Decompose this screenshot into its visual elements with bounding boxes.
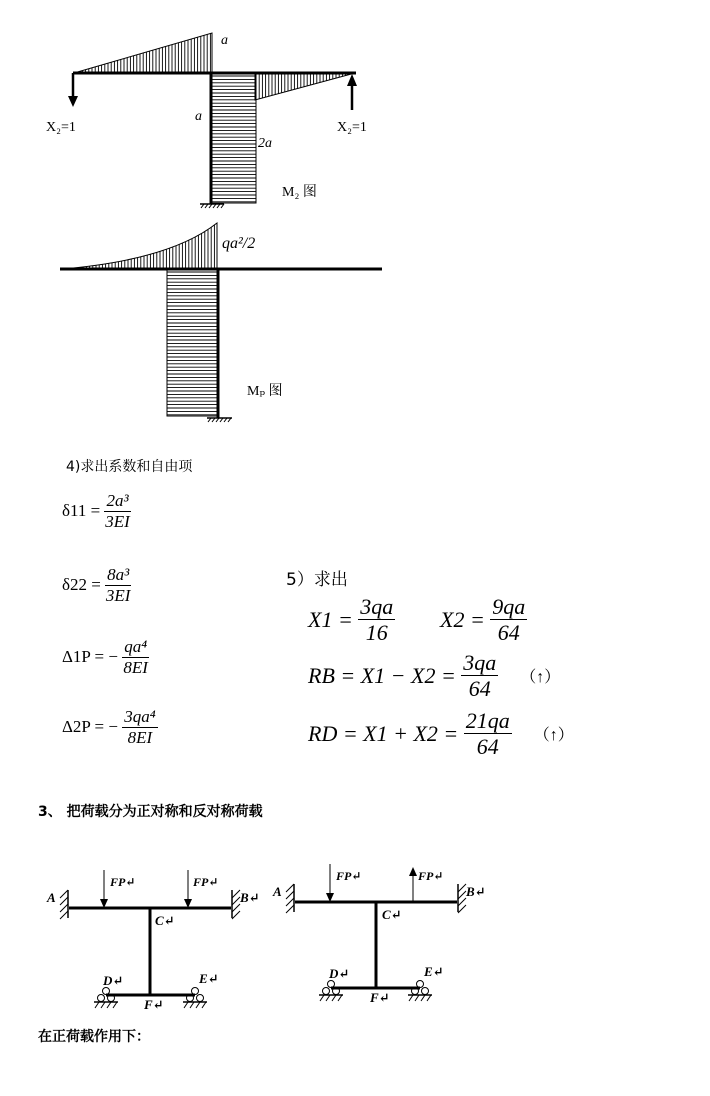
eq-delta1p-num: qa⁴ <box>124 637 148 656</box>
frame-left-d-label: D↵ <box>103 973 124 988</box>
eq-delta2p-num: 3qa⁴ <box>124 707 156 726</box>
m2-diagram <box>0 0 710 215</box>
eq-rd-den: 64 <box>476 734 499 760</box>
eq-delta11-den: 3EI <box>105 511 130 531</box>
mp-diagram <box>0 215 710 430</box>
eq-rb <box>308 651 560 700</box>
frame-right-fp1-label: FP↵ <box>336 869 362 883</box>
m2-caption: M₂ 图 <box>282 185 317 200</box>
eq-rd <box>308 709 574 758</box>
frame-right-fp2-label: FP↵ <box>418 869 444 883</box>
frame-right-a-label: A <box>273 884 282 899</box>
eq-rd-direction: （↑） <box>533 727 574 745</box>
eq-delta22-num: 8a³ <box>107 565 130 584</box>
m2-label-a-top: a <box>221 33 228 48</box>
eq-x1-den: 16 <box>365 620 388 646</box>
frame-left-c-label: C↵ <box>155 913 175 928</box>
load-decomposition-diagram <box>0 850 710 1025</box>
m2-label-x-right: X₂=1 <box>337 120 367 135</box>
frame-antisymmetric <box>272 864 486 1005</box>
mp-caption: Mₚ 图 <box>247 384 283 399</box>
eq-rb-den: 64 <box>468 676 491 702</box>
mp-parabola-area <box>64 220 214 270</box>
eq-x1-num: 3qa <box>360 594 394 619</box>
eq-x2 <box>440 595 527 644</box>
eq-x2-num: 9qa <box>492 594 526 619</box>
eq-rb-direction: （↑） <box>520 669 561 687</box>
frame-symmetric <box>46 870 260 1012</box>
m2-label-a-mid: a <box>195 109 202 124</box>
mp-column-area <box>166 272 218 415</box>
m2-label-x-left: X₂=1 <box>46 120 76 135</box>
frame-right-b-label: B↵ <box>466 884 486 899</box>
frame-left-fp1-label: FP↵ <box>110 875 136 889</box>
section3-heading: 3、 把荷载分为正对称和反对称荷载 <box>38 804 263 820</box>
mp-label-moment: qa²/2 <box>222 235 256 252</box>
eq-x2-lhs: X2 = <box>440 606 485 632</box>
eq-rb-num: 3qa <box>463 650 497 675</box>
eq-rd-lhs: RD = X1 + X2 = <box>308 720 459 746</box>
m2-left-moment-area <box>76 30 210 74</box>
step5-heading: 5）求出 <box>286 570 348 590</box>
eq-delta11 <box>62 492 131 531</box>
eq-delta22 <box>62 566 131 605</box>
frame-right-f-label: F↵ <box>370 990 390 1005</box>
eq-x1-lhs: X1 = <box>308 606 353 632</box>
frame-right-c-label: C↵ <box>382 907 402 922</box>
m2-column-moment-area <box>210 76 257 202</box>
frame-left-e-label: E↵ <box>199 971 219 986</box>
eq-x1 <box>308 595 395 644</box>
eq-delta11-lhs: δ11 = <box>62 501 101 521</box>
eq-delta22-lhs: δ22 = <box>62 575 101 595</box>
eq-rd-num: 21qa <box>465 708 510 733</box>
frame-left-a-label: A <box>47 890 56 905</box>
frame-left-fp2-label: FP↵ <box>193 875 219 889</box>
step4-heading: 4)求出系数和自由项 <box>66 459 193 475</box>
eq-delta1p-lhs: Δ1P = − <box>62 647 118 667</box>
eq-delta2p-den: 8EI <box>127 727 153 747</box>
m2-label-2a: 2a <box>258 136 272 151</box>
frame-left-b-label: B↵ <box>240 890 260 905</box>
footer-text: 在正荷载作用下： <box>38 1029 150 1045</box>
eq-delta2p <box>62 708 158 747</box>
frame-right-d-label: D↵ <box>329 966 350 981</box>
eq-delta22-den: 3EI <box>105 585 131 605</box>
eq-delta11-num: 2a³ <box>106 491 129 510</box>
eq-x2-den: 64 <box>497 620 520 646</box>
frame-right-e-label: E↵ <box>424 964 444 979</box>
eq-delta2p-lhs: Δ2P = − <box>62 717 118 737</box>
frame-left-f-label: F↵ <box>144 997 164 1012</box>
eq-rb-lhs: RB = X1 − X2 = <box>308 662 456 688</box>
eq-delta1p-den: 8EI <box>123 657 148 677</box>
eq-delta1p <box>62 638 149 677</box>
